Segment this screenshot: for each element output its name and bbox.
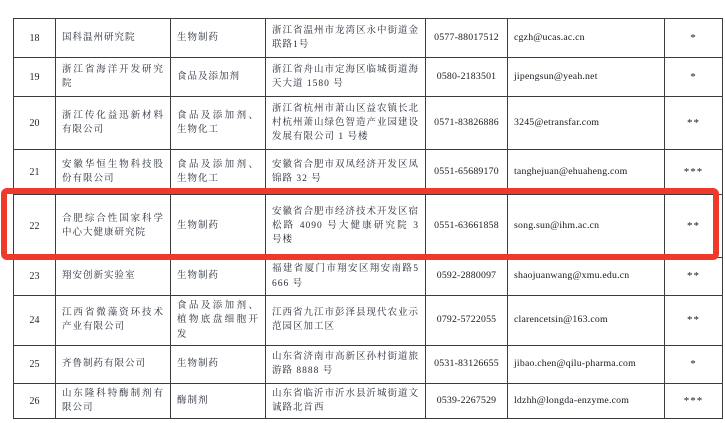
email-cell: shaojuanwang@xmu.edu.cn (508, 258, 665, 296)
institution-name-cell: 安徽华恒生物科技股份有限公司 (56, 150, 171, 195)
category-cell: 食品及添加剂、生物化工 (171, 97, 266, 150)
table-body (14, 19, 723, 419)
table-row (14, 258, 723, 296)
address-cell: 浙江省舟山市定海区临城街道海天大道 1580 号 (266, 58, 426, 97)
rating-cell: * (665, 19, 723, 58)
phone-cell: 0571-83826886 (426, 97, 508, 150)
table-row (14, 150, 723, 195)
phone-cell: 0577-88017512 (426, 19, 508, 58)
email-cell: ldzhh@longda-enzyme.com (508, 383, 665, 419)
phone-cell: 0551-65689170 (426, 150, 508, 195)
institution-name-cell: 山东隆科特酶制剂有限公司 (56, 383, 171, 419)
rating-cell: ** (665, 258, 723, 296)
email-cell: tanghejuan@ehuaheng.com (508, 150, 665, 195)
category-cell: 生物制药 (171, 258, 266, 296)
address-cell: 山东省济南市高新区孙村街道旅游路 8888 号 (266, 345, 426, 383)
address-cell: 安徽省合肥市双凤经济开发区凤锦路 32 号 (266, 150, 426, 195)
category-cell: 食品及添加剂 (171, 58, 266, 97)
category-cell: 生物制药 (171, 345, 266, 383)
email-cell: jipengsun@yeah.net (508, 58, 665, 97)
phone-cell: 0551-63661858 (426, 195, 508, 258)
phone-cell: 0531-83126655 (426, 345, 508, 383)
address-cell: 江西省九江市彭泽县现代农业示范园区加工区 (266, 296, 426, 346)
institutions-table (13, 18, 723, 419)
category-cell: 酶制剂 (171, 383, 266, 419)
phone-cell: 0592-2880097 (426, 258, 508, 296)
address-cell: 山东省临沂市沂水县沂城街道文诚路北首西 (266, 383, 426, 419)
rating-cell: * (665, 58, 723, 97)
category-cell: 生物制药 (171, 19, 266, 58)
email-cell: song.sun@ihm.ac.cn (508, 195, 665, 258)
row-number-cell: 18 (14, 19, 56, 58)
table-row (14, 345, 723, 383)
table-row (14, 97, 723, 150)
rating-cell: *** (665, 383, 723, 419)
address-cell: 浙江省温州市龙湾区永中街道金联路1号 (266, 19, 426, 58)
table-row (14, 19, 723, 58)
row-number-cell: 22 (14, 195, 56, 258)
rating-cell: ** (665, 195, 723, 258)
table-row (14, 383, 723, 419)
institution-name-cell: 浙江传化益迅新材料有限公司 (56, 97, 171, 150)
row-number-cell: 21 (14, 150, 56, 195)
rating-cell: * (665, 345, 723, 383)
address-cell: 浙江省杭州市萧山区益农镇长北村杭州萧山绿色智造产业园建设发展有限公司 1 号楼 (266, 97, 426, 150)
row-number-cell: 24 (14, 296, 56, 346)
row-number-cell: 19 (14, 58, 56, 97)
institution-name-cell: 江西省微藻资环技术产业有限公司 (56, 296, 171, 346)
phone-cell: 0580-2183501 (426, 58, 508, 97)
row-number-cell: 25 (14, 345, 56, 383)
row-number-cell: 23 (14, 258, 56, 296)
rating-cell: ** (665, 97, 723, 150)
phone-cell: 0539-2267529 (426, 383, 508, 419)
category-cell: 生物制药 (171, 195, 266, 258)
institution-name-cell: 国科温州研究院 (56, 19, 171, 58)
phone-cell: 0792-5722055 (426, 296, 508, 346)
institution-name-cell: 浙江省海洋开发研究院 (56, 58, 171, 97)
address-cell: 福建省厦门市翔安区翔安南路5666 号 (266, 258, 426, 296)
table-row (14, 58, 723, 97)
row-number-cell: 20 (14, 97, 56, 150)
table-row (14, 296, 723, 346)
email-cell: jibao.chen@qilu-pharma.com (508, 345, 665, 383)
rating-cell: *** (665, 150, 723, 195)
institution-name-cell: 合肥综合性国家科学中心大健康研究院 (56, 195, 171, 258)
row-number-cell: 26 (14, 383, 56, 419)
email-cell: clarencetsin@163.com (508, 296, 665, 346)
category-cell: 食品及添加剂、植物底盘细胞开发 (171, 296, 266, 346)
rating-cell: ** (665, 296, 723, 346)
category-cell: 食品及添加剂、生物化工 (171, 150, 266, 195)
institution-name-cell: 齐鲁制药有限公司 (56, 345, 171, 383)
email-cell: 3245@etransfar.com (508, 97, 665, 150)
address-cell: 安徽省合肥市经济技术开发区宿松路 4090 号大健康研究院 3 号楼 (266, 195, 426, 258)
table-row (14, 195, 723, 258)
institution-name-cell: 翔安创新实验室 (56, 258, 171, 296)
email-cell: cgzh@ucas.ac.cn (508, 19, 665, 58)
